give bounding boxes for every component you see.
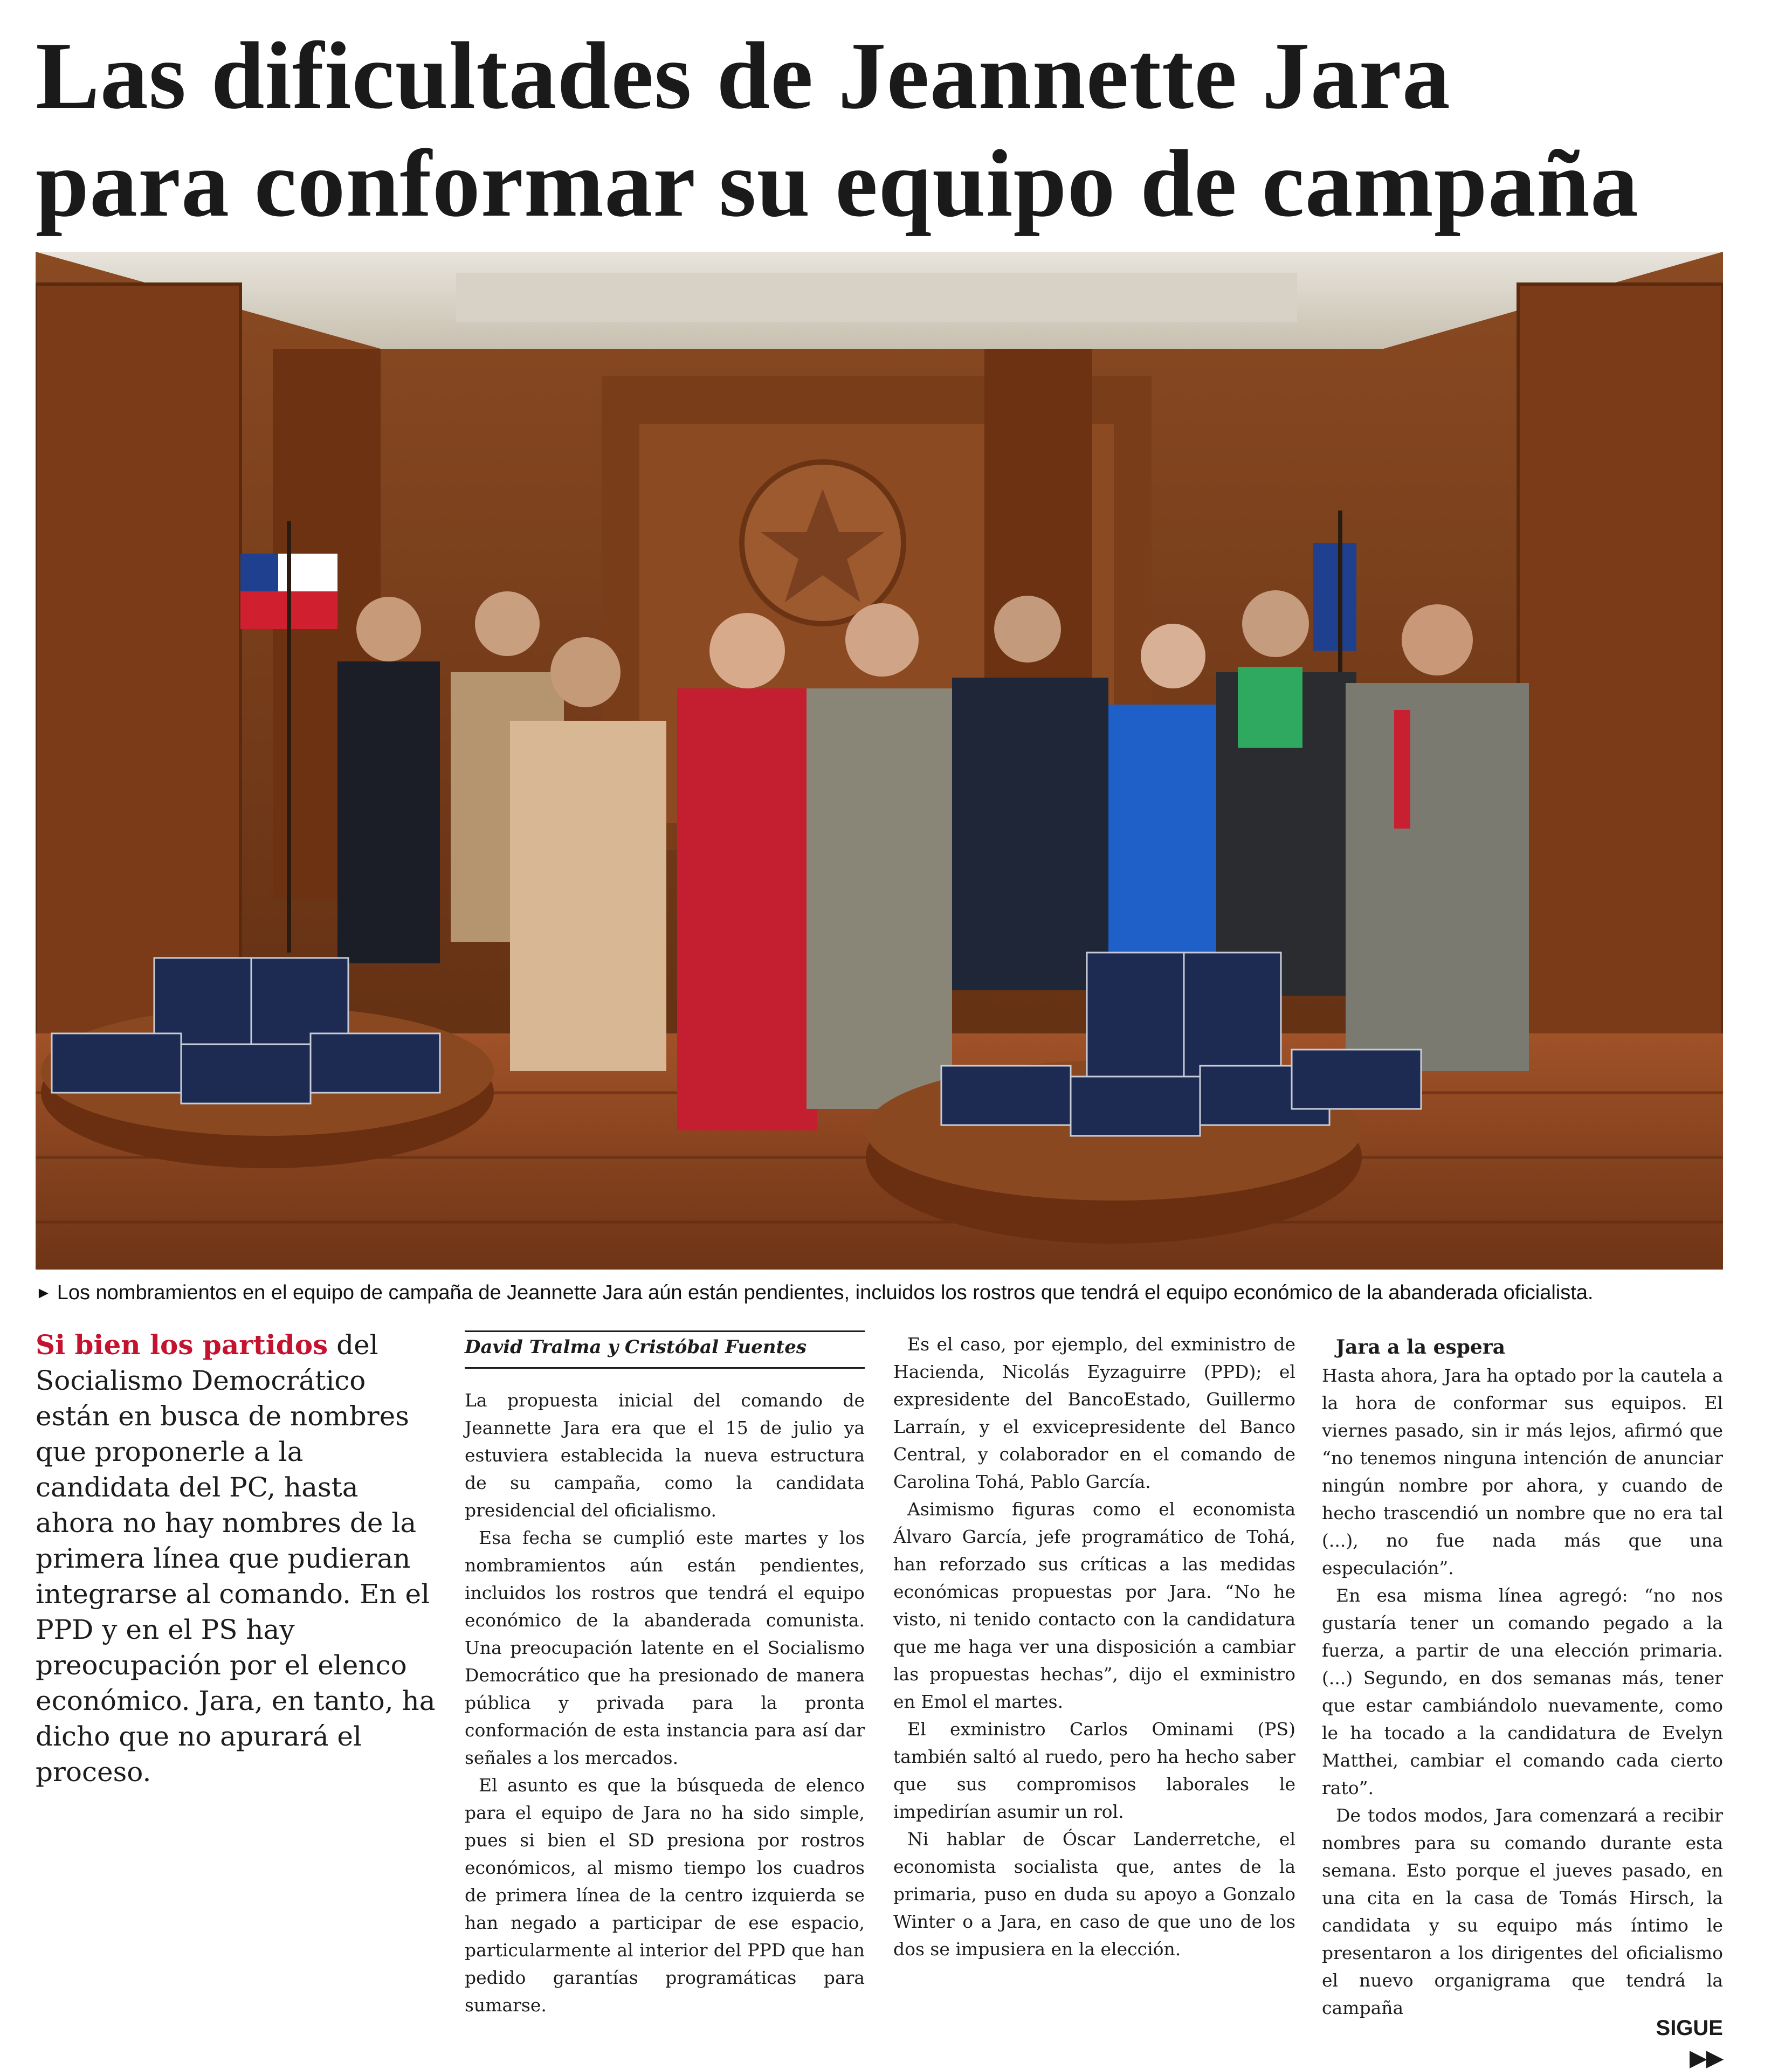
paragraph: El exministro Carlos Ominami (PS) también saltó al ruedo, pero ha hecho saber que sus compromisos laborales le impedirían asumir un rol. <box>893 1719 1295 1822</box>
byline-rule <box>465 1330 865 1332</box>
paragraph: En esa misma línea agregó: “no nos gustaría tener un comando pegado a la fuerza, a partir de una elección primaria. (...) Segundo, en dos semanas más, tener que estar cambiándolo nuevamente, como le ha tocado a la candidatura de Evelyn Matthei, cambiar el comando cada cierto rato”. <box>1322 1585 1723 1798</box>
section-subhead: Jara a la espera <box>1336 1336 1506 1358</box>
paragraph: La propuesta inicial del comando de Jeannette Jara era que el 15 de julio ya estuviera establecida la nueva estructura de su campaña, como la candidata presidencial del oficialismo. <box>465 1390 865 1521</box>
headline <box>36 22 1761 237</box>
byline: David Tralma y Cristóbal Fuentes <box>465 1335 865 1369</box>
caption-arrow-icon: ► <box>36 1284 52 1302</box>
article-column-3 <box>1322 1333 1723 2022</box>
news-photo <box>36 252 1723 1270</box>
headline-line-1: Las dificultades de Jeannette Jara <box>36 22 1451 129</box>
continue-marker: SIGUE ▶▶ <box>1656 2016 1723 2069</box>
paragraph: El asunto es que la búsqueda de elenco para el equipo de Jara no ha sido simple, pues si bien el SD presiona por rostros económicos, al mismo tiempo los cuadros de primera línea de la centro izquierda se han negado a participar de ese espacio, particularmente al interior del PPD que han pedido garantías programáticas para sumarse. <box>465 1775 865 2016</box>
headline-line-2: para conformar su equipo de campaña <box>36 130 1639 237</box>
photo-caption <box>36 1275 1723 1310</box>
paragraph: Es el caso, por ejemplo, del exministro de Hacienda, Nicolás Eyzaguirre (PPD); el expresidente del BancoEstado, Guillermo Larraín, y el exvicepresidente del Banco Central, y colaborador en el comando de Carolina Tohá, Pablo García. <box>893 1334 1295 1492</box>
paragraph: Hasta ahora, Jara ha optado por la cautela a la hora de conformar sus equipos. El viernes pasado, sin ir más lejos, afirmó que “no tenemos ninguna intención de anunciar ningún nombre por ahora, y cuando de hecho trascendió un nombre que no era tal (...), no fue nada más que una especulación”. <box>1322 1365 1723 1578</box>
paragraph: Asimismo figuras como el economista Álvaro García, jefe programático de Tohá, han reforzado sus críticas a las medidas económicas propuestas por Jara. “No he visto, ni tenido contacto con la candidatura que me haga ver una disposición a cambiar las propuestas hechas”, dijo el exministro en Emol el martes. <box>893 1499 1295 1712</box>
lead-paragraph <box>36 1327 445 1790</box>
caption-text: Los nombramientos en el equipo de campaña de Jeannette Jara aún están pendientes, incluidos los rostros que tendrá el equipo económico de la abanderada oficialista. <box>57 1281 1594 1304</box>
lead-text: del Socialismo Democrático están en busca de nombres que proponerle a la candidata del PC, hasta ahora no hay nombres de la primera línea que pudieran integrarse al comando. En el PPD y en el PS hay preocupación por el elenco económico. Jara, en tanto, ha dicho que no apurará el proceso. <box>36 1329 436 1788</box>
article-column-1 <box>465 1387 865 2019</box>
lead-kicker: Si bien los partidos <box>36 1329 328 1361</box>
photo-scene-icon <box>36 252 1723 1270</box>
article-column-2 <box>893 1330 1295 1963</box>
paragraph: Ni hablar de Óscar Landerretche, el economista socialista que, antes de la primaria, puso en duda su apoyo a Gonzalo Winter o a Jara, en caso de que uno de los dos se impusiera en la elección. <box>893 1829 1295 1960</box>
paragraph: De todos modos, Jara comenzará a recibir nombres para su comando durante esta semana. Esto porque el jueves pasado, en una cita en la casa de Tomás Hirsch, la candidata y su equipo más íntimo le presentaron a los dirigentes del oficialismo el nuevo organigrama que tendrá la campaña <box>1322 1805 1723 2018</box>
paragraph: Esa fecha se cumplió este martes y los nombramientos aún están pendientes, incluidos los rostros que tendrá el equipo económico de la abanderada comunista. Una preocupación latente en el Socialismo Democrático que ha presionado de manera pública y privada para la pronta conformación de esta instancia para así dar señales a los mercados. <box>465 1527 865 1768</box>
